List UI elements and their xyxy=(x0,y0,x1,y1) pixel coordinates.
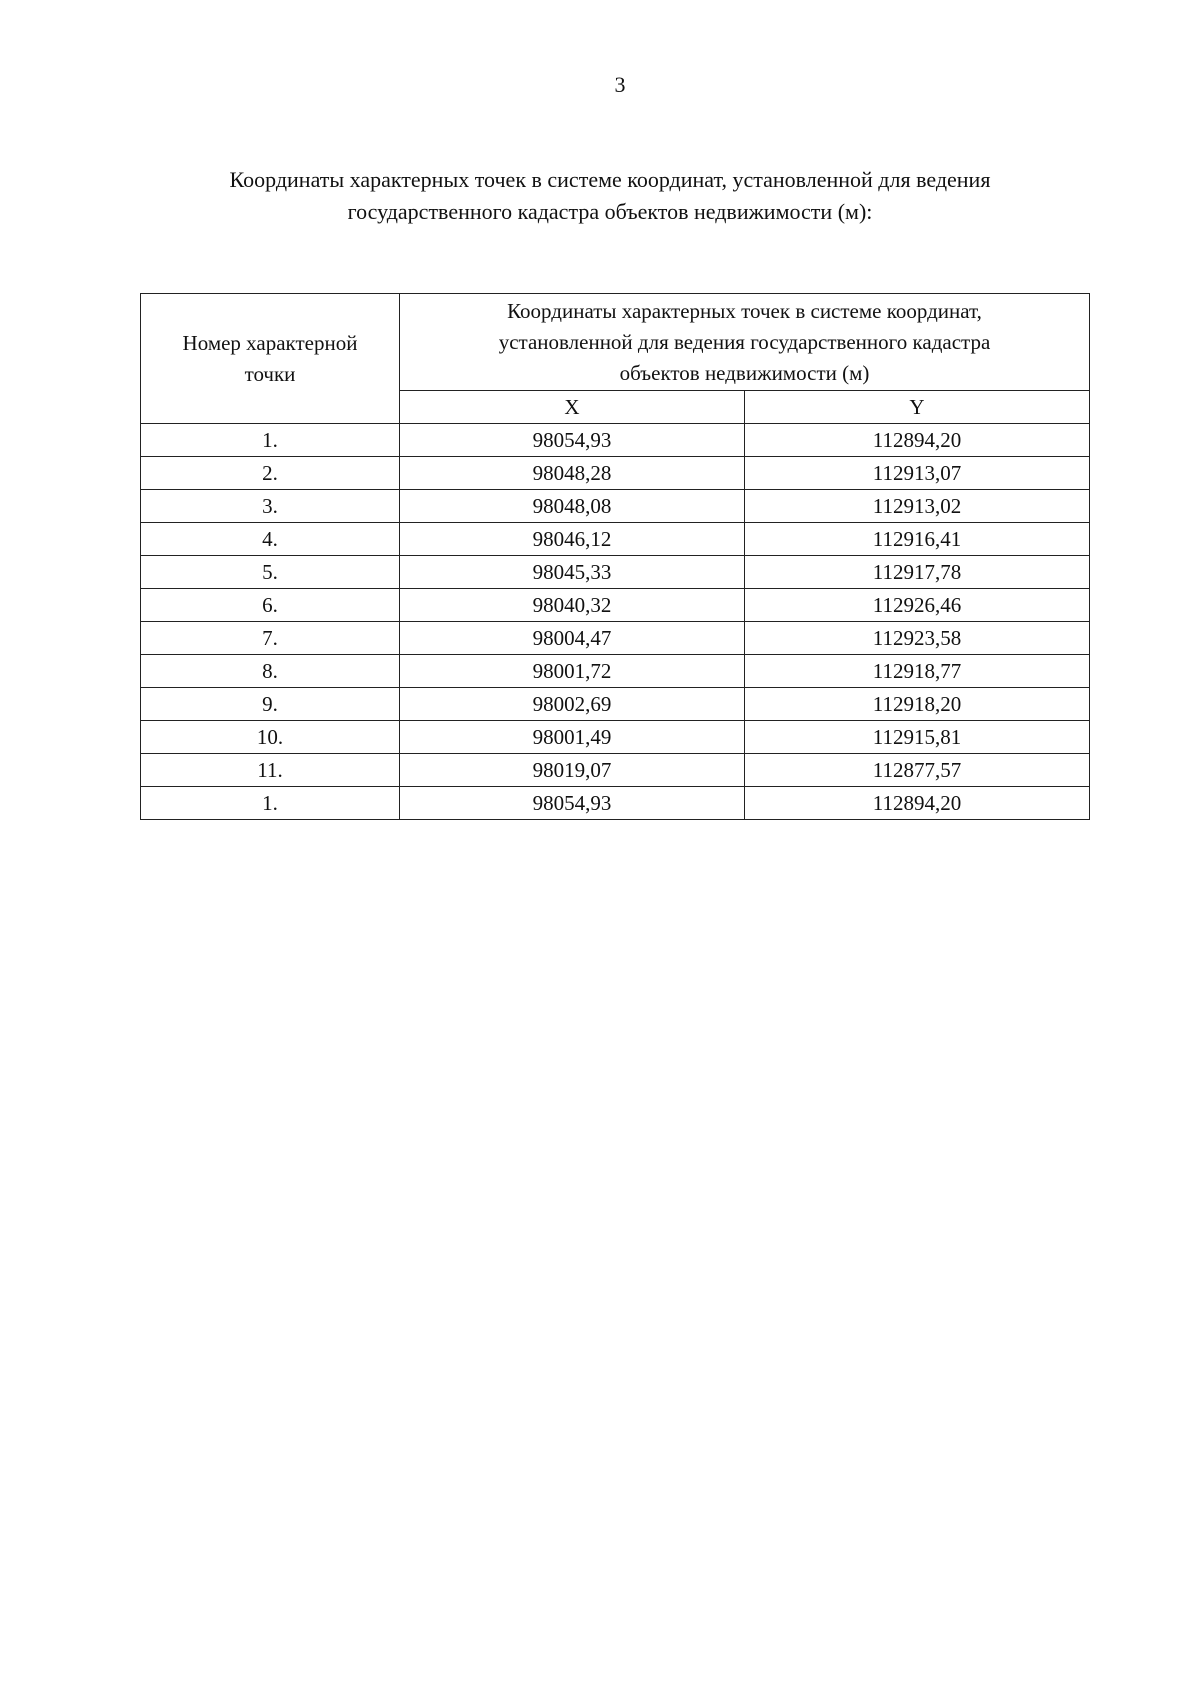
point-number-cell: 1. xyxy=(141,424,400,457)
table-row xyxy=(141,688,1090,721)
header-coordinates xyxy=(400,294,1090,391)
table-row xyxy=(141,424,1090,457)
table-row xyxy=(141,721,1090,754)
point-number-cell: 3. xyxy=(141,490,400,523)
y-coordinate-cell: 112915,81 xyxy=(745,721,1090,754)
header-point-number xyxy=(141,294,400,424)
header-point-line-1: Номер характерной xyxy=(182,330,358,355)
x-coordinate-cell: 98002,69 xyxy=(400,688,745,721)
point-number-cell: 10. xyxy=(141,721,400,754)
x-coordinate-cell: 98054,93 xyxy=(400,424,745,457)
document-title xyxy=(170,164,1050,228)
x-coordinate-cell: 98001,49 xyxy=(400,721,745,754)
y-coordinate-cell: 112926,46 xyxy=(745,589,1090,622)
header-point-line-2: точки xyxy=(244,361,296,386)
table-row xyxy=(141,457,1090,490)
point-number-cell: 1. xyxy=(141,787,400,820)
point-number-cell: 2. xyxy=(141,457,400,490)
point-number-cell: 4. xyxy=(141,523,400,556)
point-number-cell: 7. xyxy=(141,622,400,655)
header-coords-line-1: Координаты характерных точек в системе координат, xyxy=(507,298,982,323)
x-coordinate-cell: 98048,28 xyxy=(400,457,745,490)
x-coordinate-cell: 98001,72 xyxy=(400,655,745,688)
header-x: X xyxy=(400,391,745,424)
point-number-cell: 5. xyxy=(141,556,400,589)
table-row xyxy=(141,655,1090,688)
coordinates-table xyxy=(140,293,1090,820)
x-coordinate-cell: 98046,12 xyxy=(400,523,745,556)
point-number-cell: 6. xyxy=(141,589,400,622)
table-row xyxy=(141,622,1090,655)
header-coords-line-3: объектов недвижимости (м) xyxy=(619,360,870,385)
title-line-2: государственного кадастра объектов недвижимости (м): xyxy=(347,199,873,224)
point-number-cell: 9. xyxy=(141,688,400,721)
x-coordinate-cell: 98004,47 xyxy=(400,622,745,655)
y-coordinate-cell: 112918,20 xyxy=(745,688,1090,721)
table-row xyxy=(141,754,1090,787)
y-coordinate-cell: 112923,58 xyxy=(745,622,1090,655)
table-row xyxy=(141,589,1090,622)
y-coordinate-cell: 112913,07 xyxy=(745,457,1090,490)
table-row xyxy=(141,523,1090,556)
x-coordinate-cell: 98019,07 xyxy=(400,754,745,787)
header-coords-line-2: установленной для ведения государственного кадастра xyxy=(498,329,991,354)
x-coordinate-cell: 98040,32 xyxy=(400,589,745,622)
x-coordinate-cell: 98048,08 xyxy=(400,490,745,523)
x-coordinate-cell: 98054,93 xyxy=(400,787,745,820)
y-coordinate-cell: 112918,77 xyxy=(745,655,1090,688)
point-number-cell: 11. xyxy=(141,754,400,787)
y-coordinate-cell: 112913,02 xyxy=(745,490,1090,523)
y-coordinate-cell: 112917,78 xyxy=(745,556,1090,589)
header-y: Y xyxy=(745,391,1090,424)
x-coordinate-cell: 98045,33 xyxy=(400,556,745,589)
table-row xyxy=(141,556,1090,589)
table-header-row xyxy=(141,294,1090,391)
y-coordinate-cell: 112877,57 xyxy=(745,754,1090,787)
y-coordinate-cell: 112894,20 xyxy=(745,787,1090,820)
page-number: 3 xyxy=(614,72,626,97)
table-row xyxy=(141,787,1090,820)
point-number-cell: 8. xyxy=(141,655,400,688)
table-body xyxy=(141,424,1090,820)
table-row xyxy=(141,490,1090,523)
y-coordinate-cell: 112916,41 xyxy=(745,523,1090,556)
title-line-1: Координаты характерных точек в системе координат, установленной для ведения xyxy=(229,167,991,192)
y-coordinate-cell: 112894,20 xyxy=(745,424,1090,457)
